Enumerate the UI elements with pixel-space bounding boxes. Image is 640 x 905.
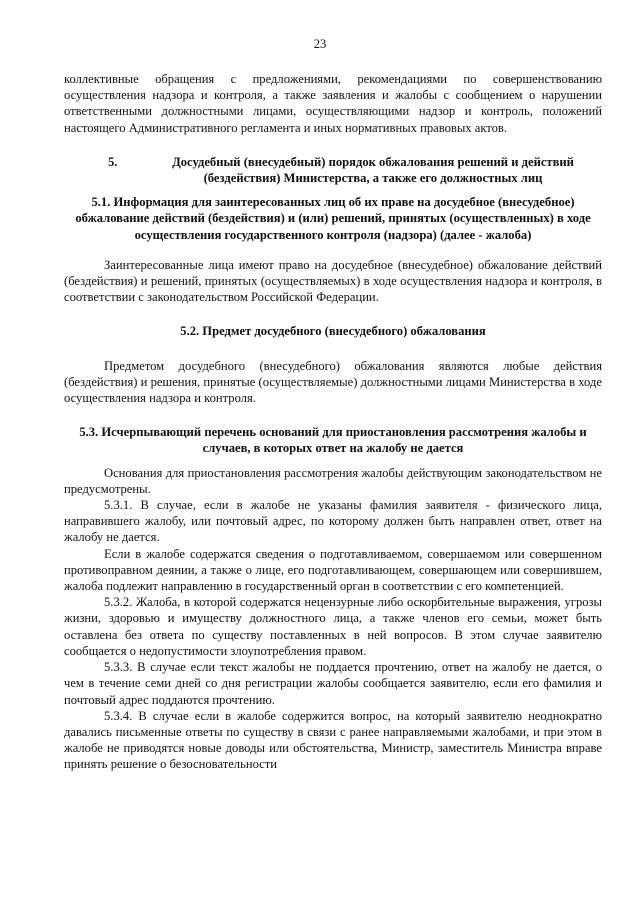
paragraph: 5.3.2. Жалоба, в которой содержатся нецензурные либо оскорбительные выражения, угрозы жизни, здоровью и имуществу должностного лица, а также членов его семьи, может быть оставлена без ответа по существу поставленных в ней вопросов. В этом случае заявителю сообщается о недопустимости злоупотребления правом. bbox=[64, 595, 602, 658]
section-5-1-title: 5.1. Информация для заинтересованных лиц об их праве на досудебное (внесудебное) обжалование действий (бездействия) и (или) решений, принятых (осуществленных) в ходе осуществления государственного контроля (надзора) (далее - жалоба) bbox=[75, 195, 591, 242]
paragraph: Основания для приостановления рассмотрения жалобы действующим законодательством не предусмотрены. bbox=[64, 465, 602, 496]
section-5-title: Досудебный (внесудебный) порядок обжалования решений и действий (бездействия) Министерства, а также его должностных лиц bbox=[172, 154, 574, 186]
section-5-2-text: Предметом досудебного (внесудебного) обжалования являются любые действия (бездействия) и решения, принятые (осуществляемые) должностными лицами Министерства в ходе осуществления надзора и контроля. bbox=[64, 358, 602, 406]
paragraph: 5.3.3. В случае если текст жалобы не поддается прочтению, ответ на жалобу не дается, о чем в течение семи дней со дня регистрации жалобы сообщается заявителю, если его фамилия и почтовый адрес поддаются прочтению. bbox=[64, 660, 602, 707]
section-5-3-title: 5.3. Исчерпывающий перечень оснований для приостановления рассмотрения жалобы и случаев, в которых ответ на жалобу не дается bbox=[79, 425, 587, 456]
section-5-number: 5. bbox=[108, 154, 118, 169]
page-number: 23 bbox=[313, 37, 327, 51]
intro-paragraph: коллективные обращения с предложениями, рекомендациями по совершенствованию осуществления надзора и контроля, а также заявления и жалобы с сообщением о нарушении ответственными должностными лицами, осуществляющими надзор и контроль, положений настоящего Административного регламента и иных нормативных правовых актов. bbox=[64, 72, 602, 135]
section-5-2-title: 5.2. Предмет досудебного (внесудебного) обжалования bbox=[180, 324, 486, 339]
paragraph: 5.3.4. В случае если в жалобе содержится вопрос, на который заявителю неоднократно давались письменные ответы по существу в связи с ранее направляемыми жалобами, и при этом в жалобе не приводятся новые доводы или обстоятельства, Министр, заместитель Министра вправе принять решение о безосновательности bbox=[64, 708, 602, 772]
paragraph: Если в жалобе содержатся сведения о подготавливаемом, совершаемом или совершенном противоправном деянии, а также о лице, его подготавливающем, совершающем или совершившем, жалоба подлежит направлению в государственный орган в соответствии с его компетенцией. bbox=[64, 546, 602, 594]
paragraph: 5.3.1. В случае, если в жалобе не указаны фамилия заявителя - физического лица, направившего жалобу, или почтовый адрес, по которому должен быть направлен ответ, ответ на жалобу не дается. bbox=[64, 498, 602, 545]
section-5-heading bbox=[64, 154, 602, 186]
page-content bbox=[64, 71, 602, 773]
section-5-1-text: Заинтересованные лица имеют право на досудебное (внесудебное) обжалование действий (бездействия) и решений, принятых (осуществляемых) в ходе осуществления надзора и контроля, в соответствии с законодательством Российской Федерации. bbox=[64, 257, 602, 305]
